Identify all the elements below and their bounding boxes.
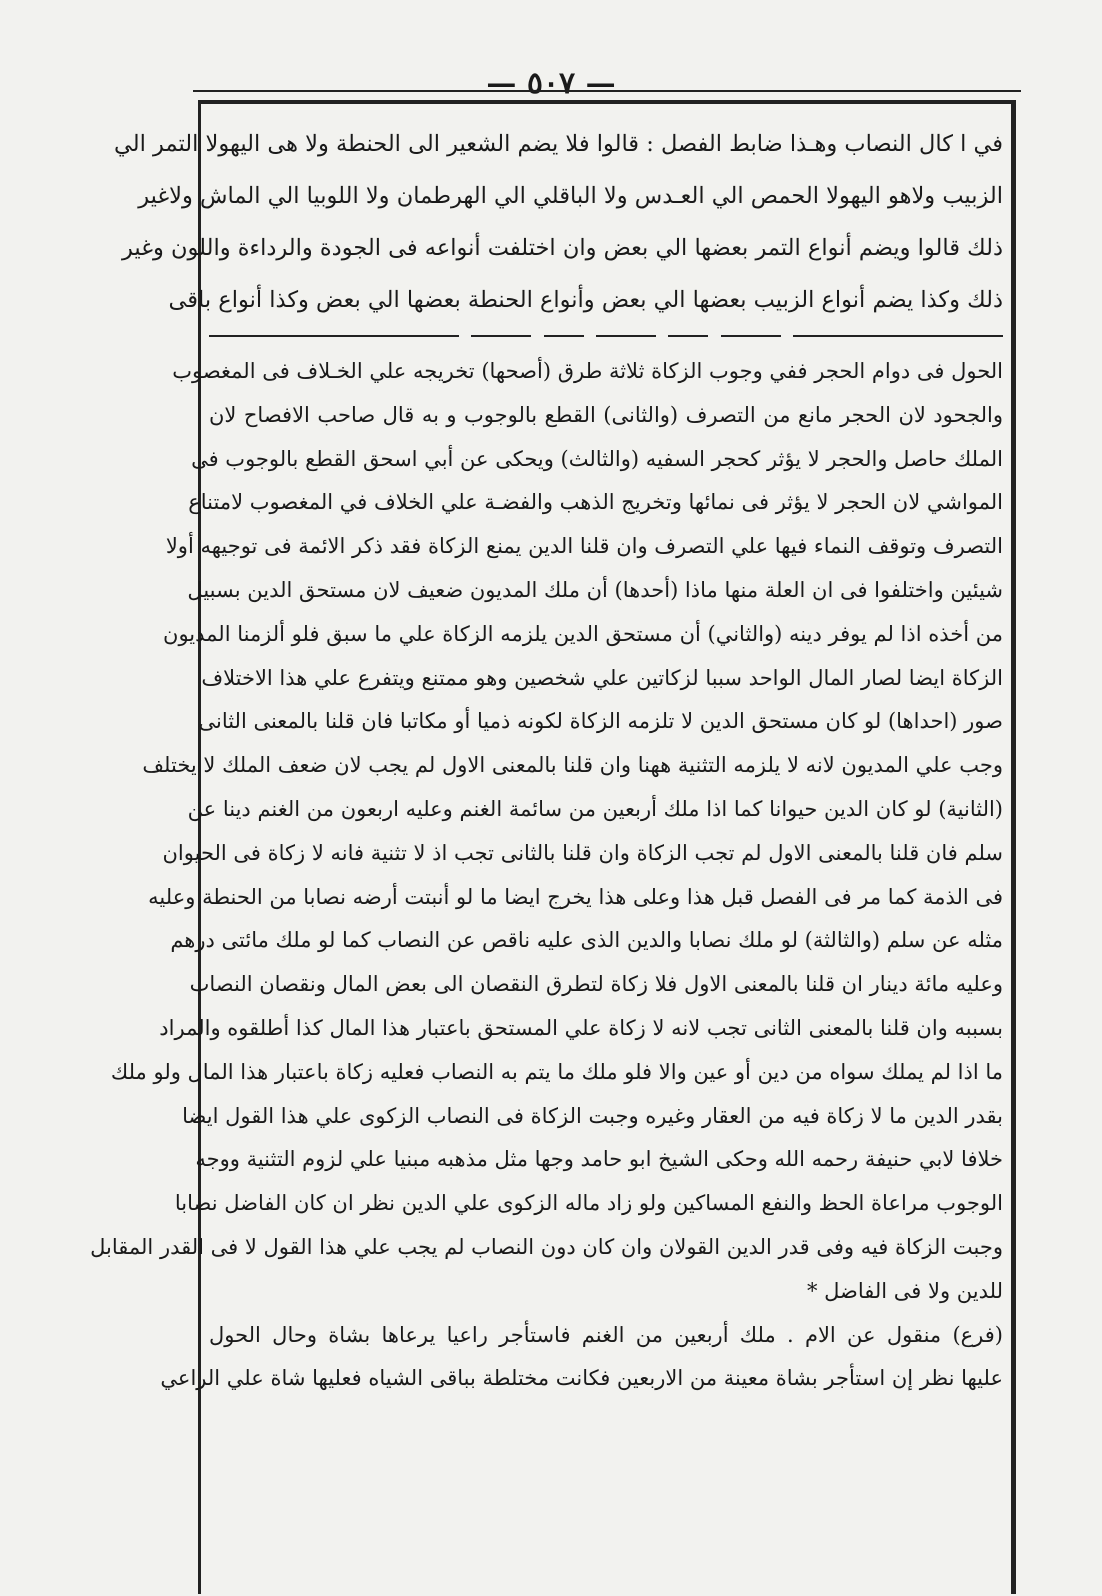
- main-line: ما اذا لم يملك سواه من دين أو عين والا فلو ملك ما يتم به النصاب فعليه زكاة باعتبار هذا المال ولو ملك: [110, 1059, 1003, 1084]
- section-divider: [209, 334, 1003, 338]
- page-frame: [90, 100, 1016, 1594]
- top-section: [114, 118, 1003, 326]
- top-line: ذلك قالوا ويضم أنواع التمر بعضها الي بعض وان اختلفت أنواعه فى الجودة والرداءة واللون وغير: [122, 235, 1003, 261]
- main-line: وعليه مائة دينار ان قلنا بالمعنى الاول فلا زكاة لتطرق النقصان الى بعض المال ونقصان النصاب: [189, 972, 1003, 997]
- main-line: مثله عن سلم (والثالثة) لو ملك نصابا والدين الذى عليه ناقص عن النصاب كما لو ملك مائتى درهم: [170, 928, 1003, 953]
- page-number: — ٥٠٧ —: [486, 66, 616, 101]
- main-line: من أخذه اذا لم يوفر دينه (والثاني) أن مستحق الدين يلزمه الزكاة علي ما سبق فلو ألزمنا المديون: [163, 621, 1003, 646]
- main-line: التصرف وتوقف النماء فيها علي التصرف وان قلنا الدين يمنع الزكاة فقد ذكر الائمة فى توجيهه أولا: [165, 534, 1003, 559]
- main-line: صور (احداها) لو كان مستحق الدين لا تلزمه الزكاة لكونه ذميا أو مكاتبا فان قلنا بالمعنى الثانى: [198, 709, 1003, 734]
- main-line: خلافا لابي حنيفة رحمه الله وحكى الشيخ ابو حامد وجها مثل مذهبه مبنيا علي لزوم التثنية ووجه: [195, 1147, 1003, 1172]
- main-line: سلم فان قلنا بالمعنى الاول لم تجب الزكاة وان قلنا بالثانى تجب اذ لا تثنية فانه لا زكاة فى الحيوان: [162, 840, 1003, 865]
- main-line: بقدر الدين ما لا زكاة فيه من العقار وغيره وجبت الزكاة فى النصاب الزكوى علي هذا القول ايضا: [182, 1103, 1003, 1128]
- main-line: الوجوب مراعاة الحظ والنفع المساكين ولو زاد ماله الزكوى علي الدين نظر ان كان الفاضل نصابا: [174, 1191, 1003, 1216]
- top-line: في ا كال النصاب وهـذا ضابط الفصل : قالوا فلا يضم الشعير الى الحنطة ولا هى اليهولا التمر الي: [114, 131, 1003, 157]
- main-line: فى الذمة كما مر فى الفصل قبل هذا وعلى هذا يخرج ايضا ما لو أنبتت أرضه نصابا من الحنطة وعليه: [148, 884, 1003, 909]
- main-line: وجب علي المديون لانه لا يلزمه التثنية ههنا وان قلنا بالمعنى الاول لم يجب لان ضعف الملك لا يختلف: [142, 753, 1003, 778]
- top-line: الزبيب ولاهو اليهولا الحمص الي العـدس ولا الباقلي الي الهرطمان ولا اللوبيا الي الماش ولاغير: [138, 183, 1003, 209]
- main-section: [90, 350, 1003, 1401]
- main-line: عليها نظر إن استأجر بشاة معينة من الاربعين فكانت مختلطة بباقى الشياه فعليها شاة علي الراعي: [160, 1366, 1003, 1391]
- main-line: (فرع) منقول عن الام . ملك أربعين من الغنم فاستأجر راعيا يرعاها بشاة وحال الحول: [209, 1322, 1003, 1347]
- top-line: ذلك وكذا يضم أنواع الزبيب بعضها الي بعض وأنواع الحنطة بعضها الي بعض وكذا أنواع باقى: [168, 287, 1003, 313]
- main-line: بسببه وان قلنا بالمعنى الثانى تجب لانه لا زكاة علي المستحق باعتبار هذا المال كذا أطلقوه والمراد: [159, 1015, 1003, 1040]
- main-line: للدين ولا فى الفاضل *: [806, 1278, 1003, 1303]
- main-line: الحول فى دوام الحجر ففي وجوب الزكاة ثلاثة طرق (أصحها) تخريجه علي الخـلاف فى المغصوب: [172, 359, 1003, 383]
- main-line: والجحود لان الحجر مانع من التصرف (والثانى) القطع بالوجوب و به قال صاحب الافصاح لان: [209, 402, 1003, 427]
- main-line: وجبت الزكاة فيه وفى قدر الدين القولان وان كان دون النصاب لم يجب علي هذا القول لا فى القدر المقابل: [90, 1234, 1003, 1259]
- main-line: (الثانية) لو كان الدين حيوانا كما اذا ملك أربعين من سائمة الغنم وعليه اربعون من الغنم دينا عن: [187, 796, 1003, 821]
- main-line: الزكاة ايضا لصار المال الواحد سببا لزكاتين علي شخصين وهو ممتنع ويتفرع علي هذا الاختلاف: [201, 665, 1003, 690]
- main-line: الملك حاصل والحجر لا يؤثر كحجر السفيه (والثالث) ويحكى عن أبي اسحق القطع بالوجوب فى: [191, 446, 1003, 471]
- main-line: المواشي لان الحجر لا يؤثر فى نمائها وتخريج الذهب والفضـة علي الخلاف في المغصوب لامتناع: [188, 490, 1003, 515]
- main-line: شيئين واختلفوا فى ان العلة منها ماذا (أحدها) أن ملك المديون ضعيف لان مستحق الدين بسبيل: [187, 577, 1003, 602]
